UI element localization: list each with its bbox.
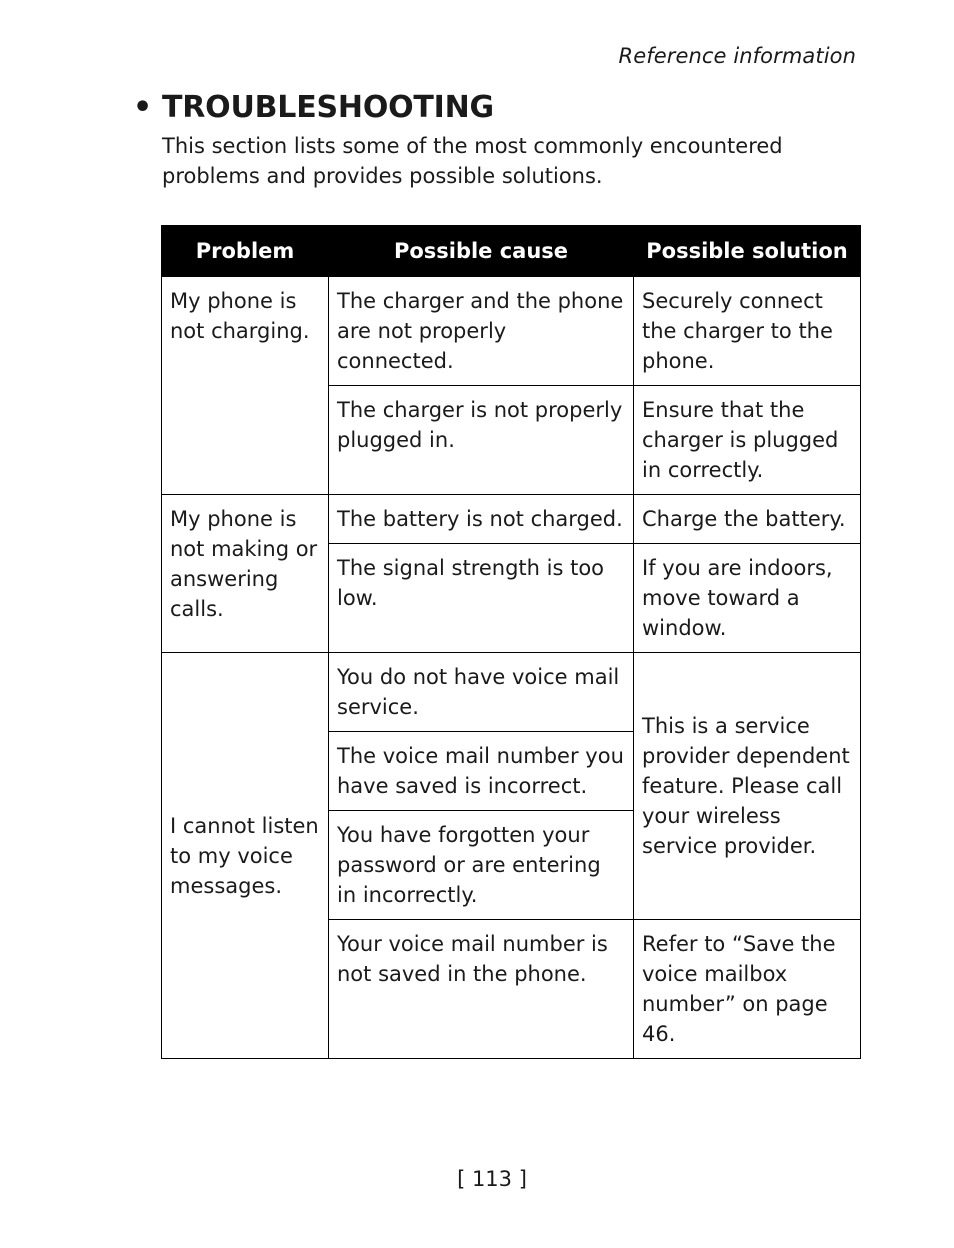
problem-cell: My phone is not charging. — [162, 277, 329, 495]
table-row — [162, 277, 861, 386]
section-intro: This section lists some of the most commonly encountered problems and provides possible solutions. — [162, 134, 783, 188]
solution-cell: If you are indoors, move toward a window. — [634, 544, 861, 653]
column-header-problem: Problem — [162, 226, 329, 277]
table-header-row — [162, 226, 861, 277]
cause-cell: The voice mail number you have saved is incorrect. — [329, 732, 634, 811]
section-bullet: • — [133, 90, 153, 125]
section-title: TROUBLESHOOTING — [162, 90, 494, 125]
cause-cell: The battery is not charged. — [329, 495, 634, 544]
solution-cell: Charge the battery. — [634, 495, 861, 544]
cause-cell: The charger is not properly plugged in. — [329, 386, 634, 495]
cause-cell: Your voice mail number is not saved in the phone. — [329, 920, 634, 1059]
cause-cell: The signal strength is too low. — [329, 544, 634, 653]
problem-cell: I cannot listen to my voice messages. — [162, 653, 329, 1059]
solution-cell: Securely connect the charger to the phone. — [634, 277, 861, 386]
table-row — [162, 653, 861, 732]
solution-cell: Refer to “Save the voice mailbox number” on page 46. — [634, 920, 861, 1059]
column-header-solution: Possible solution — [634, 226, 861, 277]
table-row — [162, 495, 861, 544]
troubleshooting-table — [161, 225, 861, 1059]
cause-cell: You do not have voice mail service. — [329, 653, 634, 732]
cause-cell: The charger and the phone are not properly connected. — [329, 277, 634, 386]
column-header-cause: Possible cause — [329, 226, 634, 277]
cause-cell: You have forgotten your password or are entering in incorrectly. — [329, 811, 634, 920]
solution-cell: Ensure that the charger is plugged in correctly. — [634, 386, 861, 495]
running-header: Reference information — [618, 44, 856, 68]
problem-cell: My phone is not making or answering calls. — [162, 495, 329, 653]
page-number: [ 113 ] — [457, 1167, 527, 1191]
solution-cell: This is a service provider dependent feature. Please call your wireless service provider. — [634, 653, 861, 920]
